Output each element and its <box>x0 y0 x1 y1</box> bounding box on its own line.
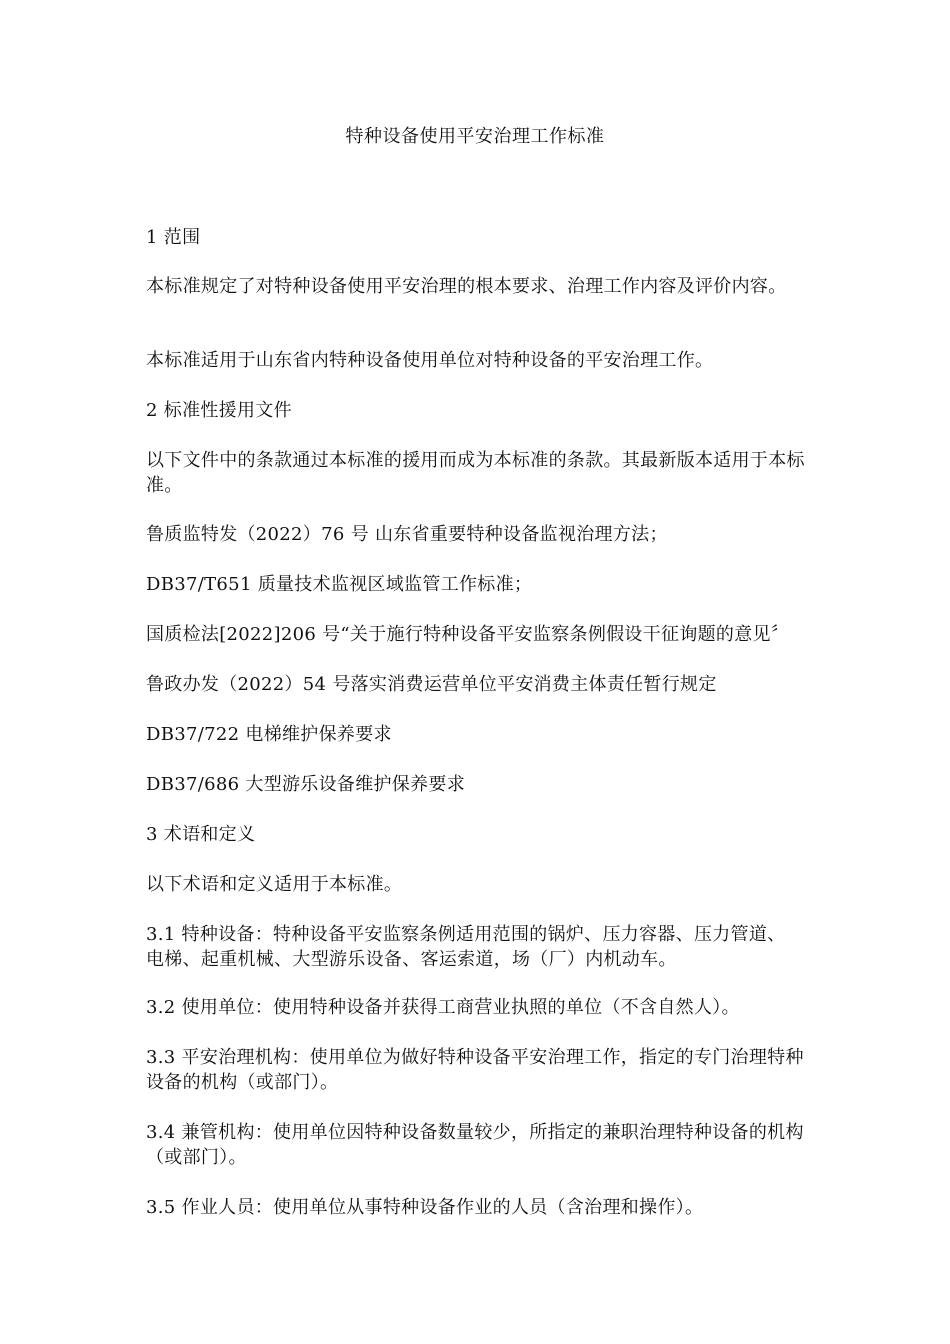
definition-3-3: 3.3 平安治理机构：使用单位为做好特种设备平安治理工作，指定的专门治理特种设备的机构（或部门）。 <box>146 1047 804 1093</box>
document-title: 特种设备使用平安治理工作标准 <box>345 126 605 147</box>
reference-item-2: DB37/T651 质量技术监视区域监管工作标准； <box>146 574 533 595</box>
section-heading-scope: 1 范围 <box>146 227 201 248</box>
paragraph-scope-2: 本标准适用于山东省内特种设备使用单位对特种设备的平安治理工作。 <box>146 350 714 371</box>
reference-item-6: DB37/686 大型游乐设备维护保养要求 <box>146 774 466 795</box>
reference-item-3: 国质检法[2022]206 号“关于施行特种设备平安监察条例假设干征询题的意见〞 <box>146 624 790 645</box>
definition-3-1: 3.1 特种设备：特种设备平安监察条例适用范围的锅炉、压力容器、压力管道、电梯、起重机械、大型游乐设备、客运索道，场（厂）内机动车。 <box>146 924 786 970</box>
paragraph-terms-intro: 以下术语和定义适用于本标准。 <box>146 874 403 895</box>
definition-3-4: 3.4 兼管机构：使用单位因特种设备数量较少，所指定的兼职治理特种设备的机构（或部门）。 <box>146 1122 804 1168</box>
section-heading-terms: 3 术语和定义 <box>146 824 256 845</box>
definition-3-2: 3.2 使用单位：使用特种设备并获得工商营业执照的单位（不含自然人）。 <box>146 997 740 1018</box>
section-heading-references: 2 标准性援用文件 <box>146 400 292 421</box>
reference-item-4: 鲁政办发（2022）54 号落实消费运营单位平安消费主体责任暂行规定 <box>146 674 717 695</box>
reference-item-5: DB37/722 电梯维护保养要求 <box>146 724 392 745</box>
definition-3-5: 3.5 作业人员：使用单位从事特种设备作业的人员（含治理和操作）。 <box>146 1197 704 1218</box>
paragraph-scope-1: 本标准规定了对特种设备使用平安治理的根本要求、治理工作内容及评价内容。 <box>146 276 787 297</box>
paragraph-references-intro: 以下文件中的条款通过本标准的援用而成为本标准的条款。其最新版本适用于本标准。 <box>146 450 805 496</box>
reference-item-1: 鲁质监特发（2022）76 号 山东省重要特种设备监视治理方法； <box>146 524 668 545</box>
